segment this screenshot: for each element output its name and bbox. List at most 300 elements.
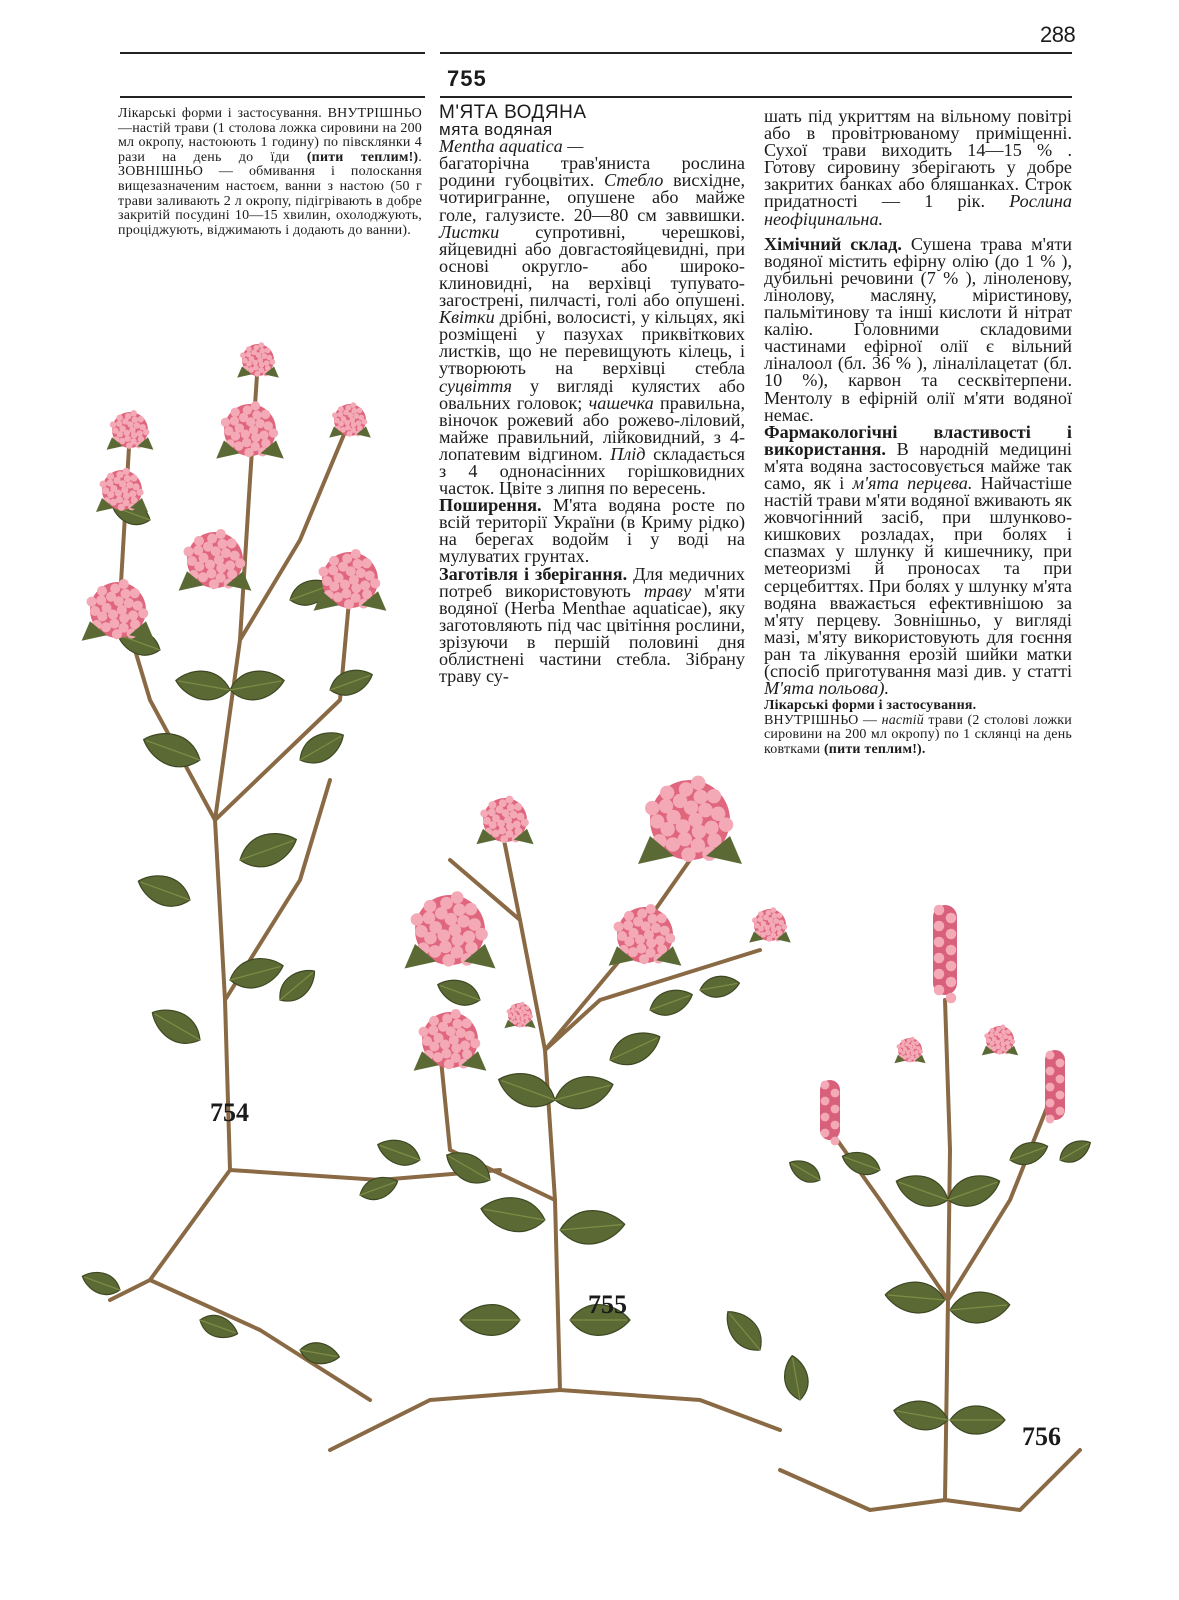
floret <box>520 1002 524 1006</box>
floret <box>338 406 344 412</box>
spike-floret <box>934 969 945 980</box>
floret <box>623 920 633 930</box>
floret <box>143 429 149 435</box>
flower-head <box>179 529 252 591</box>
floret <box>766 910 772 916</box>
floret <box>338 412 344 418</box>
floret <box>132 416 138 422</box>
spike-floret <box>934 985 945 996</box>
floret <box>106 479 113 486</box>
floret <box>101 622 111 632</box>
figure-label-754: 754 <box>210 1098 249 1127</box>
floret <box>646 938 656 948</box>
plant-stem <box>945 1450 1080 1510</box>
floret <box>624 911 634 921</box>
spike-floret <box>946 945 957 956</box>
distribution-text: М'ята водяна росте по всій території України (в Криму рідко) на берегах водойм і у воді на мулуватих грунтах. <box>439 495 745 567</box>
leaf <box>145 1000 207 1052</box>
floret <box>646 904 656 914</box>
floret <box>184 547 194 557</box>
floret <box>429 1016 439 1026</box>
floret <box>997 1050 1002 1055</box>
floret <box>248 367 254 373</box>
leaf <box>785 1155 824 1188</box>
spike-floret <box>934 953 945 964</box>
floret <box>488 808 496 816</box>
floret <box>110 584 120 594</box>
floret <box>647 914 657 924</box>
spike-floret <box>821 1113 830 1122</box>
spike-floret <box>934 937 945 948</box>
floret <box>261 410 270 419</box>
floret <box>334 418 340 424</box>
floret <box>433 1052 443 1062</box>
chem-text: Сушена трава м'яти водяної містить ефірну олію (до 1 % ), дубильні речовини (7 % ), ліноленову, лінолову, масляну, міристинову, пальмітинову та інші кислоти й нітрат калію. Головними складовими частинами ефірної олії є вільний ліналоол (бл. 36 % ), ліналілацетат (бл. 10 %), карвон та сесквітерпени. Ментолу в ефірній олії м'яти водяної немає. <box>764 233 1073 425</box>
flower-head <box>314 549 387 611</box>
harvest-text-1: Для медичних потреб використовують <box>439 563 746 601</box>
flower-head <box>107 410 154 450</box>
floret <box>261 353 267 359</box>
spike-floret <box>1046 1083 1055 1092</box>
harvest-text-2: м'яти водяної (Herba Menthae aquaticae), яку заготовляють під час цвітіння рослини, зрізуючи в першій половині дня облистнені частини стебла. Зібрану траву су- <box>439 580 745 687</box>
floret <box>514 803 522 811</box>
floret <box>525 1006 529 1010</box>
floret <box>246 346 252 352</box>
flower-head <box>96 468 148 512</box>
left-forms-heading: Лікарські форми і застосування. <box>118 106 322 121</box>
spike-floret <box>831 1121 840 1130</box>
left-external-text: — обмивання і полоскання вищезазначеним настоєм, ванни з настою (50 г трави заливають 2 л окропу, підігрівають в добре закритій посудині 10—15 хвилин, охолоджують, проціджують, віджимають і додають до ванни). <box>118 164 422 238</box>
figure-label-755: 755 <box>588 1290 627 1319</box>
leaf <box>226 952 286 993</box>
pharm-text-1: В народній медицині м'ята водяна застосовується майже так само, як і <box>764 438 1072 493</box>
floret <box>480 809 488 817</box>
floret <box>193 545 203 555</box>
floret <box>442 954 455 967</box>
floret <box>244 448 253 457</box>
spike-floret <box>1056 1107 1065 1116</box>
floret <box>665 933 675 943</box>
leaf <box>718 1303 770 1358</box>
flower-spike <box>820 1080 840 1145</box>
spike-floret <box>821 1129 830 1138</box>
leaf <box>298 1340 341 1367</box>
left-external-label: ЗОВНІШНЬО <box>118 164 204 180</box>
floret <box>352 559 362 569</box>
floret <box>901 1044 905 1048</box>
article-title: М'ЯТА ВОДЯНА <box>439 102 587 123</box>
floret <box>252 410 261 419</box>
spike-floret <box>946 913 957 924</box>
floret <box>217 539 227 549</box>
floret <box>651 923 661 933</box>
floret <box>506 822 514 830</box>
floret <box>511 1009 515 1013</box>
pharm-italic-2: М'ята польова). <box>764 678 889 699</box>
floret <box>90 606 100 616</box>
floret <box>694 790 708 804</box>
plant-stem <box>780 1470 945 1510</box>
chem-heading: Хімічний склад. <box>764 233 902 254</box>
floret <box>451 1043 461 1053</box>
right-forms-label: ВНУТРІШНЬО — <box>764 712 882 728</box>
spike-floret <box>934 905 945 916</box>
floret <box>666 837 680 851</box>
floret <box>116 471 123 478</box>
floret <box>110 499 117 506</box>
floret <box>259 348 265 354</box>
floret <box>707 789 721 803</box>
floret <box>460 1040 470 1050</box>
leaf <box>781 1354 811 1402</box>
entry-rule-left <box>120 96 425 98</box>
left-internal-label: ВНУТРІШНЬО <box>327 106 422 121</box>
floret <box>996 1027 1001 1032</box>
floret <box>134 422 140 428</box>
spike-floret <box>934 921 945 932</box>
flower-head <box>894 1037 925 1063</box>
right-forms-text: трави (2 столові ложки сировини на 200 мл окропу) по 1 склянці на день ковтками <box>764 712 1073 757</box>
floret <box>517 1004 521 1008</box>
floret <box>207 534 217 544</box>
floret <box>137 416 143 422</box>
floret <box>465 903 478 916</box>
floret <box>1003 1034 1008 1039</box>
description-segment: дрібні, волосисті, у кільцях, які розміщені у пазухах приквіткових листків, що не перевищують кілець, і утворюють на верхівці стебла <box>439 307 745 379</box>
floret <box>123 468 130 475</box>
floret <box>451 891 464 904</box>
spike-floret <box>1056 1075 1065 1084</box>
spike-floret <box>831 1089 840 1098</box>
spike-floret <box>946 993 957 1004</box>
spike-floret <box>946 929 957 940</box>
floret <box>357 408 363 414</box>
flower-head <box>504 1002 535 1028</box>
floret <box>451 1009 461 1019</box>
floret <box>681 847 695 861</box>
floret <box>351 549 361 559</box>
floret <box>989 1033 994 1038</box>
floret <box>96 595 106 605</box>
floret <box>989 1028 994 1033</box>
left-internal-text: —настій трави (1 столова ложка сировини на 200 мл окропу, настоюють 1 годину) по півсклянки 4 рази на день до їди <box>118 120 422 165</box>
floret <box>138 608 148 618</box>
leaf <box>235 825 302 874</box>
spike-floret <box>831 1137 840 1146</box>
floret <box>429 945 442 958</box>
spike-floret <box>1056 1059 1065 1068</box>
floret <box>130 474 137 481</box>
floret <box>124 475 131 482</box>
floret <box>329 556 339 566</box>
floret <box>424 900 437 913</box>
floret <box>112 629 122 639</box>
floret <box>350 402 356 408</box>
plant-stem <box>110 1170 230 1300</box>
leaf <box>357 1172 402 1205</box>
flower-head <box>749 907 791 942</box>
floret <box>760 932 766 938</box>
drying-text: шать під укриттям на вільному повітрі або в провітрюваному приміщенні. Сухої трави виходить 14—15 % . Готову сировину зберігають у добре закритих банках або бляшанках. Строк придатності — 1 рік. <box>764 106 1072 212</box>
leaf <box>1056 1135 1095 1168</box>
entry-number: 755 <box>447 66 487 91</box>
floret <box>328 565 338 575</box>
floret <box>442 1014 452 1024</box>
floret <box>242 358 248 364</box>
floret <box>344 599 354 609</box>
floret <box>513 1020 517 1024</box>
floret <box>510 811 518 819</box>
floret <box>216 529 226 539</box>
leaf <box>892 1168 953 1213</box>
floret <box>126 442 132 448</box>
floret <box>903 1055 907 1059</box>
floret <box>911 1051 915 1055</box>
floret <box>507 803 515 811</box>
description-segment: у вигляді кулястих або овальних головок; <box>439 375 745 413</box>
floret <box>758 917 764 923</box>
floret <box>660 786 674 800</box>
floret <box>422 1036 432 1046</box>
plant-stem <box>945 1000 950 1500</box>
plant-stem <box>440 1050 555 1200</box>
floret <box>123 492 130 499</box>
floret <box>657 913 667 923</box>
flower-head <box>414 1009 487 1071</box>
floret <box>655 935 665 945</box>
floret <box>209 579 219 589</box>
floret <box>255 419 264 428</box>
floret <box>692 824 706 838</box>
floret <box>500 835 508 843</box>
floret <box>362 558 372 568</box>
leaf <box>551 1070 617 1115</box>
floret <box>758 911 764 917</box>
description-segment: суцвіття <box>439 375 513 396</box>
left-forms-paragraph <box>118 107 422 238</box>
floret <box>351 408 357 414</box>
drying-paragraph <box>764 108 1072 228</box>
plant-stem <box>215 360 258 1170</box>
floret <box>258 342 264 348</box>
floret <box>415 925 428 938</box>
leaf <box>326 664 376 701</box>
floret <box>470 1038 480 1048</box>
floret <box>346 405 352 411</box>
floret <box>440 897 453 910</box>
description-segment: багаторічна трав'яниста рослина родини губоцвітих. <box>439 153 745 191</box>
harvest-heading: Заготівля і зберігання. <box>439 563 628 584</box>
spike-floret <box>821 1097 830 1106</box>
flower-head <box>216 401 284 458</box>
floret <box>251 433 260 442</box>
pharm-text-2: Найчастіше настій трави м'яти водяної вживають як жовчогінний засіб, при шлунково-кишкових розладах, при болях і спазмах у шлунку й кишечнику, при метеоризмі й проносах та при серцебиттях. При болях у шлунку м'ята водяна вважається ефективнішою за м'яту перцеву. Зовнішньо, у вигляді мазі, м'яту використовують для гоєння ран та лікування ерозій шийки матки (спосіб приготування мазі див. у статті <box>764 472 1072 681</box>
floret <box>87 597 97 607</box>
floret <box>659 799 673 813</box>
floret <box>270 359 276 365</box>
description-segment: складається з 4 однонасінних горішковидних часток. Цвіте з липня по вересень. <box>439 443 745 499</box>
floret <box>1005 1040 1010 1045</box>
flower-head <box>82 579 155 641</box>
floret <box>235 558 245 568</box>
floret <box>194 536 204 546</box>
spike-floret <box>1046 1099 1055 1108</box>
description-segment: супротивні, черешкові, яйцевидні або довгастояйцевидні, при основі округло- або широко-клиновидні, на верхівці тупувато-загострені, пилчасті, голі або опушені. <box>439 221 745 311</box>
floret <box>97 586 107 596</box>
floret <box>483 817 491 825</box>
floret <box>898 1048 902 1052</box>
distribution-heading: Поширення. <box>439 495 542 516</box>
description-segment: висхідне, чотиригранне, опушене або майже голе, галузисте. 20—80 см заввишки. <box>439 170 745 225</box>
floret <box>360 580 370 590</box>
leaf <box>374 1134 424 1171</box>
floret <box>333 592 343 602</box>
flower-head <box>405 891 496 968</box>
left-internal-end: . <box>418 149 422 165</box>
floret <box>529 1014 533 1018</box>
floret <box>522 1010 526 1014</box>
floret <box>914 1050 918 1054</box>
floret <box>521 1006 525 1010</box>
floret <box>456 1028 466 1038</box>
floret <box>1010 1039 1015 1044</box>
floret <box>915 1041 919 1045</box>
floret <box>1006 1029 1011 1034</box>
floret <box>907 1039 911 1043</box>
floret <box>264 360 270 366</box>
floret <box>131 432 137 438</box>
spike-floret <box>946 961 957 972</box>
floret <box>617 931 627 941</box>
plant-stem <box>150 1280 370 1400</box>
floret <box>452 1019 462 1029</box>
floret <box>991 1046 996 1051</box>
leaf <box>173 667 232 704</box>
floret <box>120 589 130 599</box>
leaf <box>134 868 195 913</box>
floret <box>351 583 361 593</box>
right-forms-note: (пити теплим!). <box>823 741 926 757</box>
floret <box>130 588 140 598</box>
floret <box>254 345 260 351</box>
leaf <box>646 984 696 1021</box>
leaf <box>698 973 741 1000</box>
floret <box>234 441 243 450</box>
floret <box>452 934 465 947</box>
flower-head <box>609 904 682 966</box>
floret <box>128 610 138 620</box>
floret <box>347 431 353 437</box>
floret <box>319 567 329 577</box>
floret <box>912 1045 916 1049</box>
description-segment: чашечка <box>588 392 654 413</box>
floret <box>118 504 125 511</box>
floret <box>340 427 346 433</box>
floret <box>419 1027 429 1037</box>
leaf <box>891 1397 950 1434</box>
floret <box>119 438 125 444</box>
floret <box>521 819 529 827</box>
leaf <box>950 1406 1005 1434</box>
floret <box>639 954 649 964</box>
floret <box>259 362 265 368</box>
floret <box>911 1041 915 1045</box>
floret <box>645 801 659 815</box>
spike-floret <box>821 1081 830 1090</box>
floret <box>475 928 488 941</box>
flower-head <box>476 796 533 845</box>
floret <box>1000 1024 1005 1029</box>
floret <box>897 1044 901 1048</box>
floret <box>125 413 131 419</box>
leaf <box>478 1192 548 1236</box>
spike-floret <box>1046 1115 1055 1124</box>
floret <box>511 1005 515 1009</box>
floret <box>771 913 777 919</box>
floret <box>356 568 366 578</box>
floret <box>614 922 624 932</box>
top-rule-right <box>440 52 1072 54</box>
flower-spike <box>1045 1050 1065 1123</box>
floret <box>679 782 693 796</box>
floret <box>136 489 143 496</box>
flower-spike <box>933 905 957 1004</box>
floret <box>637 909 647 919</box>
figure-label-756: 756 <box>1022 1422 1061 1451</box>
floret <box>240 352 246 358</box>
spike-floret <box>1046 1051 1055 1060</box>
floret <box>752 917 758 923</box>
floret <box>782 924 788 930</box>
floret <box>428 1025 438 1035</box>
floret <box>351 422 357 428</box>
description-segment: Листки <box>439 221 500 242</box>
floret <box>230 408 239 417</box>
top-rule-left <box>120 52 425 54</box>
floret <box>221 418 230 427</box>
right-forms-italic: настій <box>881 712 924 728</box>
floret <box>462 1018 472 1028</box>
floret <box>110 421 116 427</box>
floret <box>107 473 114 480</box>
leaf <box>197 1310 242 1343</box>
leaf <box>138 725 205 774</box>
floret <box>224 426 233 435</box>
floret <box>246 352 252 358</box>
floret <box>513 820 521 828</box>
floret <box>129 490 136 497</box>
leaf <box>434 974 484 1011</box>
floret <box>136 430 142 436</box>
floret <box>356 420 362 426</box>
floret <box>100 480 107 487</box>
floret <box>770 907 776 913</box>
floret <box>767 936 773 942</box>
description-segment: Квітки <box>439 307 495 328</box>
floret <box>342 554 352 564</box>
spike-floret <box>1046 1067 1055 1076</box>
floret <box>198 572 208 582</box>
spike-floret <box>831 1105 840 1114</box>
pharm-italic-1: м'ята перцева. <box>852 472 973 493</box>
floret <box>453 904 466 917</box>
floret <box>919 1049 923 1053</box>
left-column <box>118 107 422 238</box>
floret <box>102 487 109 494</box>
floret <box>265 348 271 354</box>
page-number: 288 <box>1040 22 1076 47</box>
flower-head <box>982 1024 1018 1055</box>
